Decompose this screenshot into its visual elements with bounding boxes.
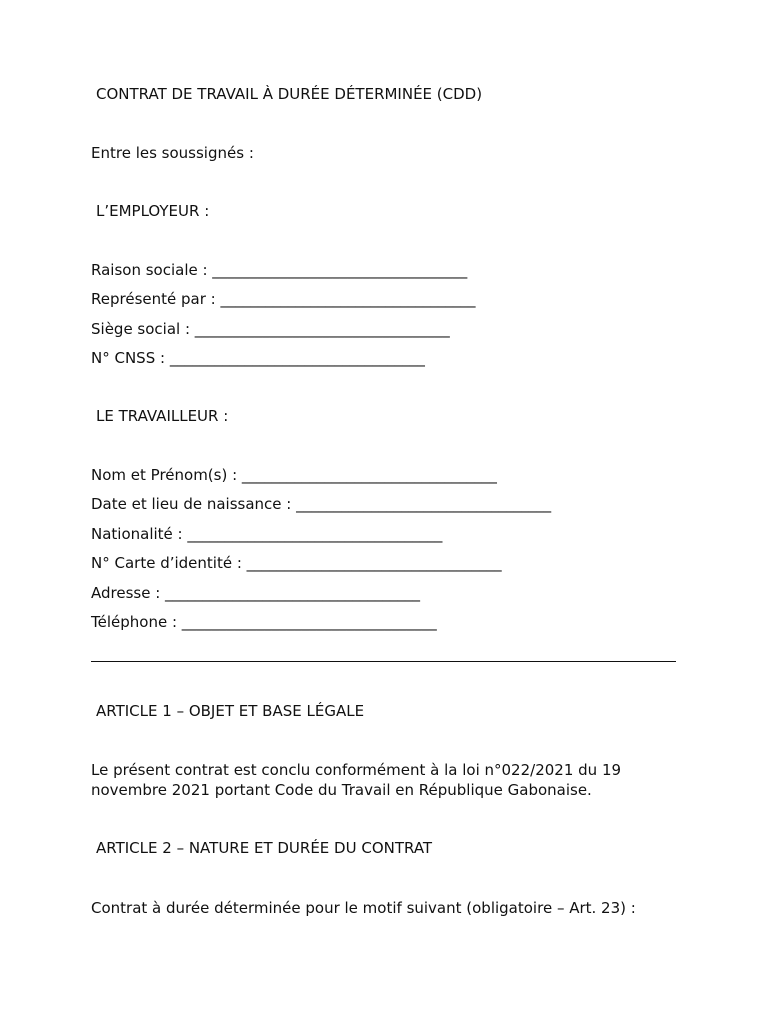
employer-field-siege-social: Siège social : __________________________________ <box>91 320 450 338</box>
article-1-heading: ARTICLE 1 – OBJET ET BASE LÉGALE <box>96 702 365 720</box>
intro-text: Entre les soussignés : <box>91 144 254 162</box>
employer-field-represente-par: Représenté par : __________________________________ <box>91 290 476 308</box>
article-1-text: Le présent contrat est conclu conformément à la loi n°022/2021 du 19 novembre 2021 portant Code du Travail en République Gabonaise. <box>91 761 622 799</box>
article-2-text: Contrat à durée déterminée pour le motif suivant (obligatoire – Art. 23) : <box>91 899 636 917</box>
article-2-heading: ARTICLE 2 – NATURE ET DURÉE DU CONTRAT <box>96 839 433 857</box>
worker-field-carte-identite: N° Carte d’identité : __________________________________ <box>91 554 502 572</box>
worker-field-adresse: Adresse : __________________________________ <box>91 584 421 602</box>
section-divider <box>91 661 676 662</box>
worker-field-telephone: Téléphone : __________________________________ <box>91 613 437 631</box>
document-title: CONTRAT DE TRAVAIL À DURÉE DÉTERMINÉE (CDD) <box>96 85 483 103</box>
worker-field-nationalite: Nationalité : __________________________________ <box>91 525 443 543</box>
worker-heading: LE TRAVAILLEUR : <box>96 407 229 425</box>
employer-field-raison-sociale: Raison sociale : __________________________________ <box>91 261 468 279</box>
worker-field-date-lieu-naissance: Date et lieu de naissance : __________________________________ <box>91 495 552 513</box>
employer-field-cnss: N° CNSS : __________________________________ <box>91 349 425 367</box>
employer-heading: L’EMPLOYEUR : <box>96 202 210 220</box>
worker-field-nom-prenoms: Nom et Prénom(s) : __________________________________ <box>91 466 497 484</box>
